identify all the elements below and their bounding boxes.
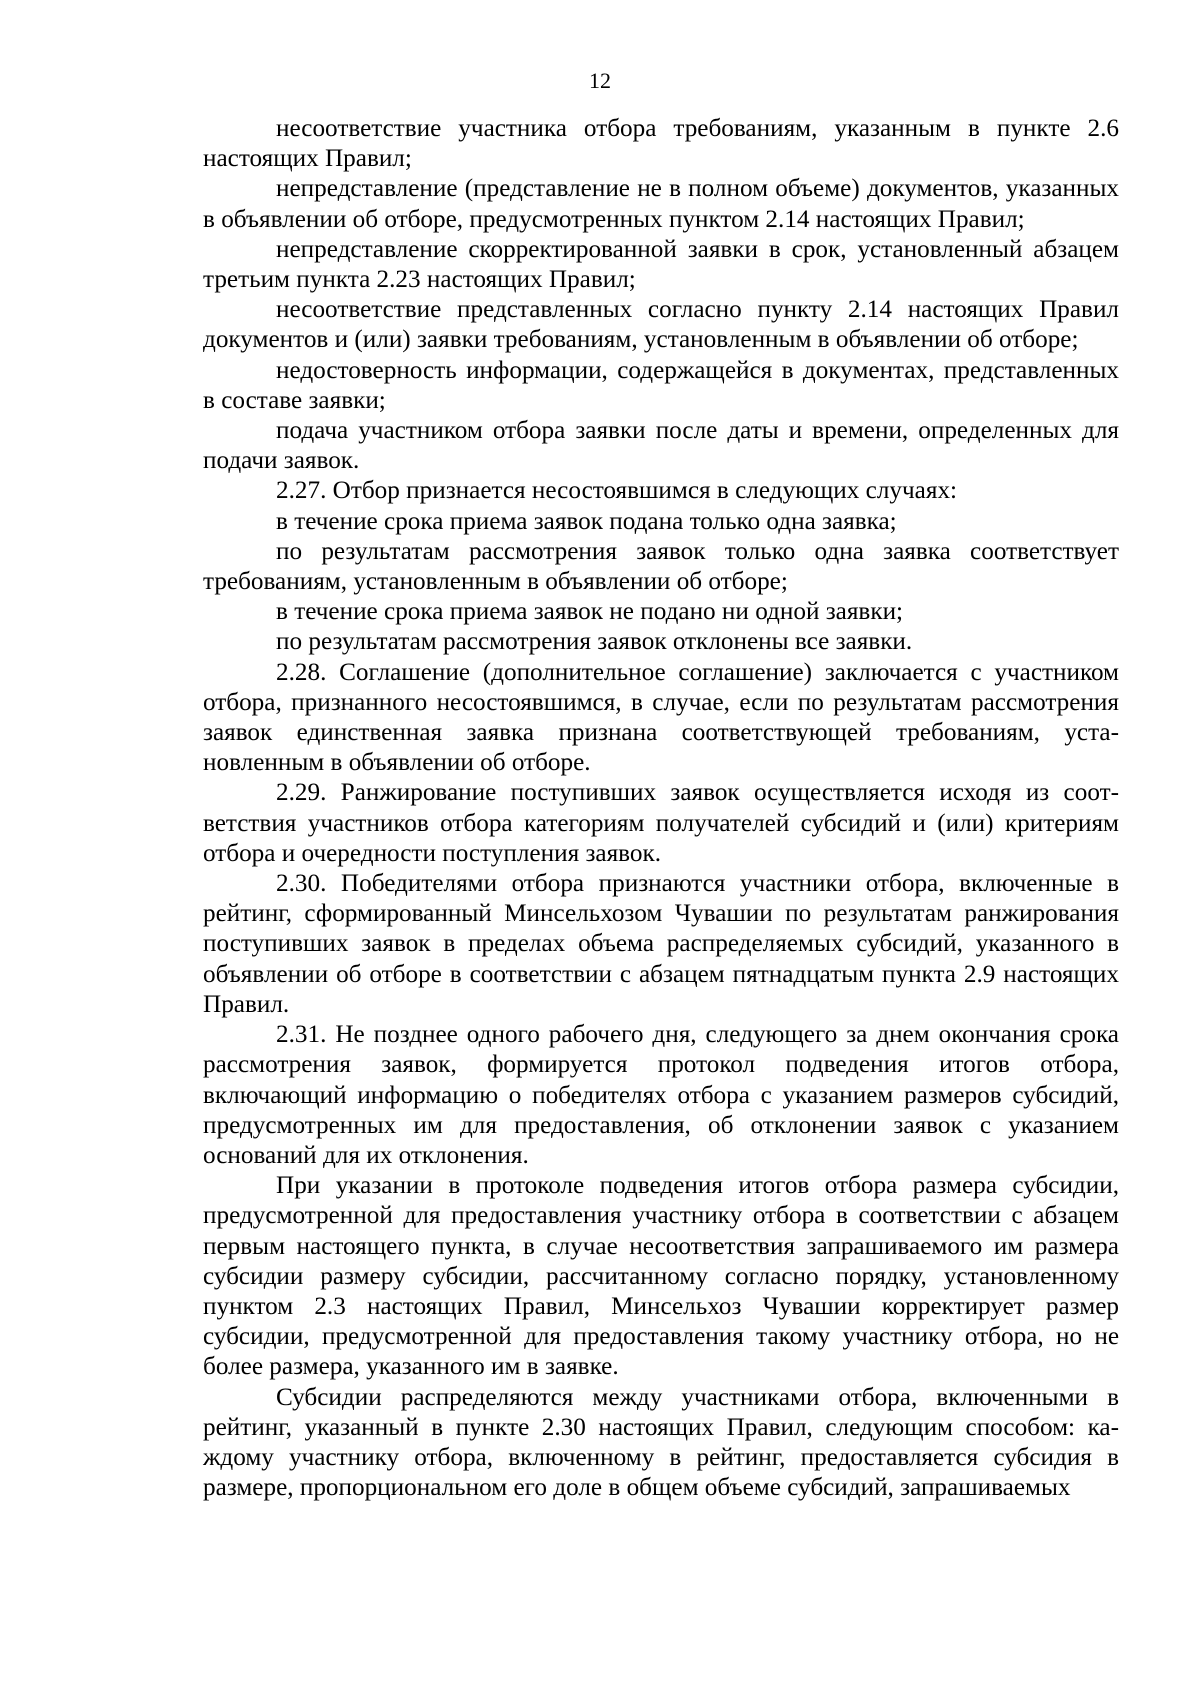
paragraph: по результатам рассмотрения заявок отклонены все заявки. bbox=[276, 628, 913, 656]
paragraph: 2.29. Ранжирование поступивших заявок осуществляется исходя из соответствия участников отбора категориям получателей субсидий и (или) критериям отбора и очередности поступления заявок. bbox=[203, 779, 1119, 867]
paragraph: по результатам рассмотрения заявок только одна заявка соответствует требованиям, установленным в объявлении об отборе; bbox=[203, 537, 1119, 596]
paragraph: 2.31. Не позднее одного рабочего дня, следующего за днем окончания срока рассмотрения заявок, формируется протокол подведения итогов отбора, включающий информацию о победителях отбора с указанием размеров субсидий, предусмотренных им для предоставления, об отклонении заявок с указанием оснований для их отклонения. bbox=[203, 1021, 1119, 1169]
paragraph: подача участником отбора заявки после даты и времени, определенных для подачи заявок. bbox=[203, 417, 1119, 475]
paragraph: несоответствие участника отбора требованиям, указанным в пункте 2.6 настоящих Правил; bbox=[203, 115, 1119, 173]
paragraph: 2.27. Отбор признается несостоявшимся в следующих случаях: bbox=[276, 477, 958, 505]
paragraph: в течение срока приема заявок подана только одна заявка; bbox=[276, 507, 897, 535]
paragraph: Субсидии распределяются между участниками отбора, включенными в рейтинг, указанный в пункте 2.30 настоящих Правил, следующим способом: каждому участнику отбора, включенному в рейтинг, предоставляется субсидия в размере, пропорциональном его доле в общем объеме субсидий, запрашиваемых bbox=[203, 1383, 1119, 1502]
paragraph: 2.28. Соглашение (дополнительное соглашение) заключается с участником отбора, признанного несостоявшимся, в случае, если по результатам рассмотрения заявок единственная заявка признана соответствующей требованиям, установленным в объявлении об отборе. bbox=[203, 658, 1119, 777]
paragraph: несоответствие представленных согласно пункту 2.14 настоящих Правил документов и (или) заявки требованиям, установленным в объявлении об отборе; bbox=[203, 296, 1119, 354]
paragraph: 2.30. Победителями отбора признаются участники отбора, включенные в рейтинг, сформированный Минсельхозом Чувашии по результатам ранжирования поступивших заявок в пределах объема распределяемых субсидий, указанного в объявлении об отборе в соответствии с абзацем пятнадцатым пункта 2.9 настоящих Правил. bbox=[203, 870, 1119, 1018]
paragraph: в течение срока приема заявок не подано ни одной заявки; bbox=[276, 598, 904, 626]
paragraph: непредставление (представление не в полном объеме) документов, указанных в объявлении об отборе, предусмотренных пунктом 2.14 настоящих Правил; bbox=[203, 175, 1119, 233]
paragraph: недостоверность информации, содержащейся в документах, представленных в составе заявки; bbox=[203, 356, 1119, 414]
paragraph: При указании в протоколе подведения итогов отбора размера субсидии, предусмотренной для предоставления участнику отбора в соответствии с абзацем первым настоящего пункта, в случае несоответствия запрашиваемого им размера субсидии размеру субсидии, рассчитанному согласно порядку, установленному пунктом 2.3 настоящих Правил, Минсельхоз Чувашии корректирует размер субсидии, предусмотренной для предоставления такому участнику отбора, но не более размера, указанного им в заявке. bbox=[203, 1172, 1119, 1381]
page-number: 12 bbox=[589, 68, 611, 93]
document-body bbox=[203, 114, 1119, 1503]
paragraph: непредставление скорректированной заявки в срок, установленный абзацем третьим пункта 2.23 настоящих Правил; bbox=[203, 235, 1119, 294]
